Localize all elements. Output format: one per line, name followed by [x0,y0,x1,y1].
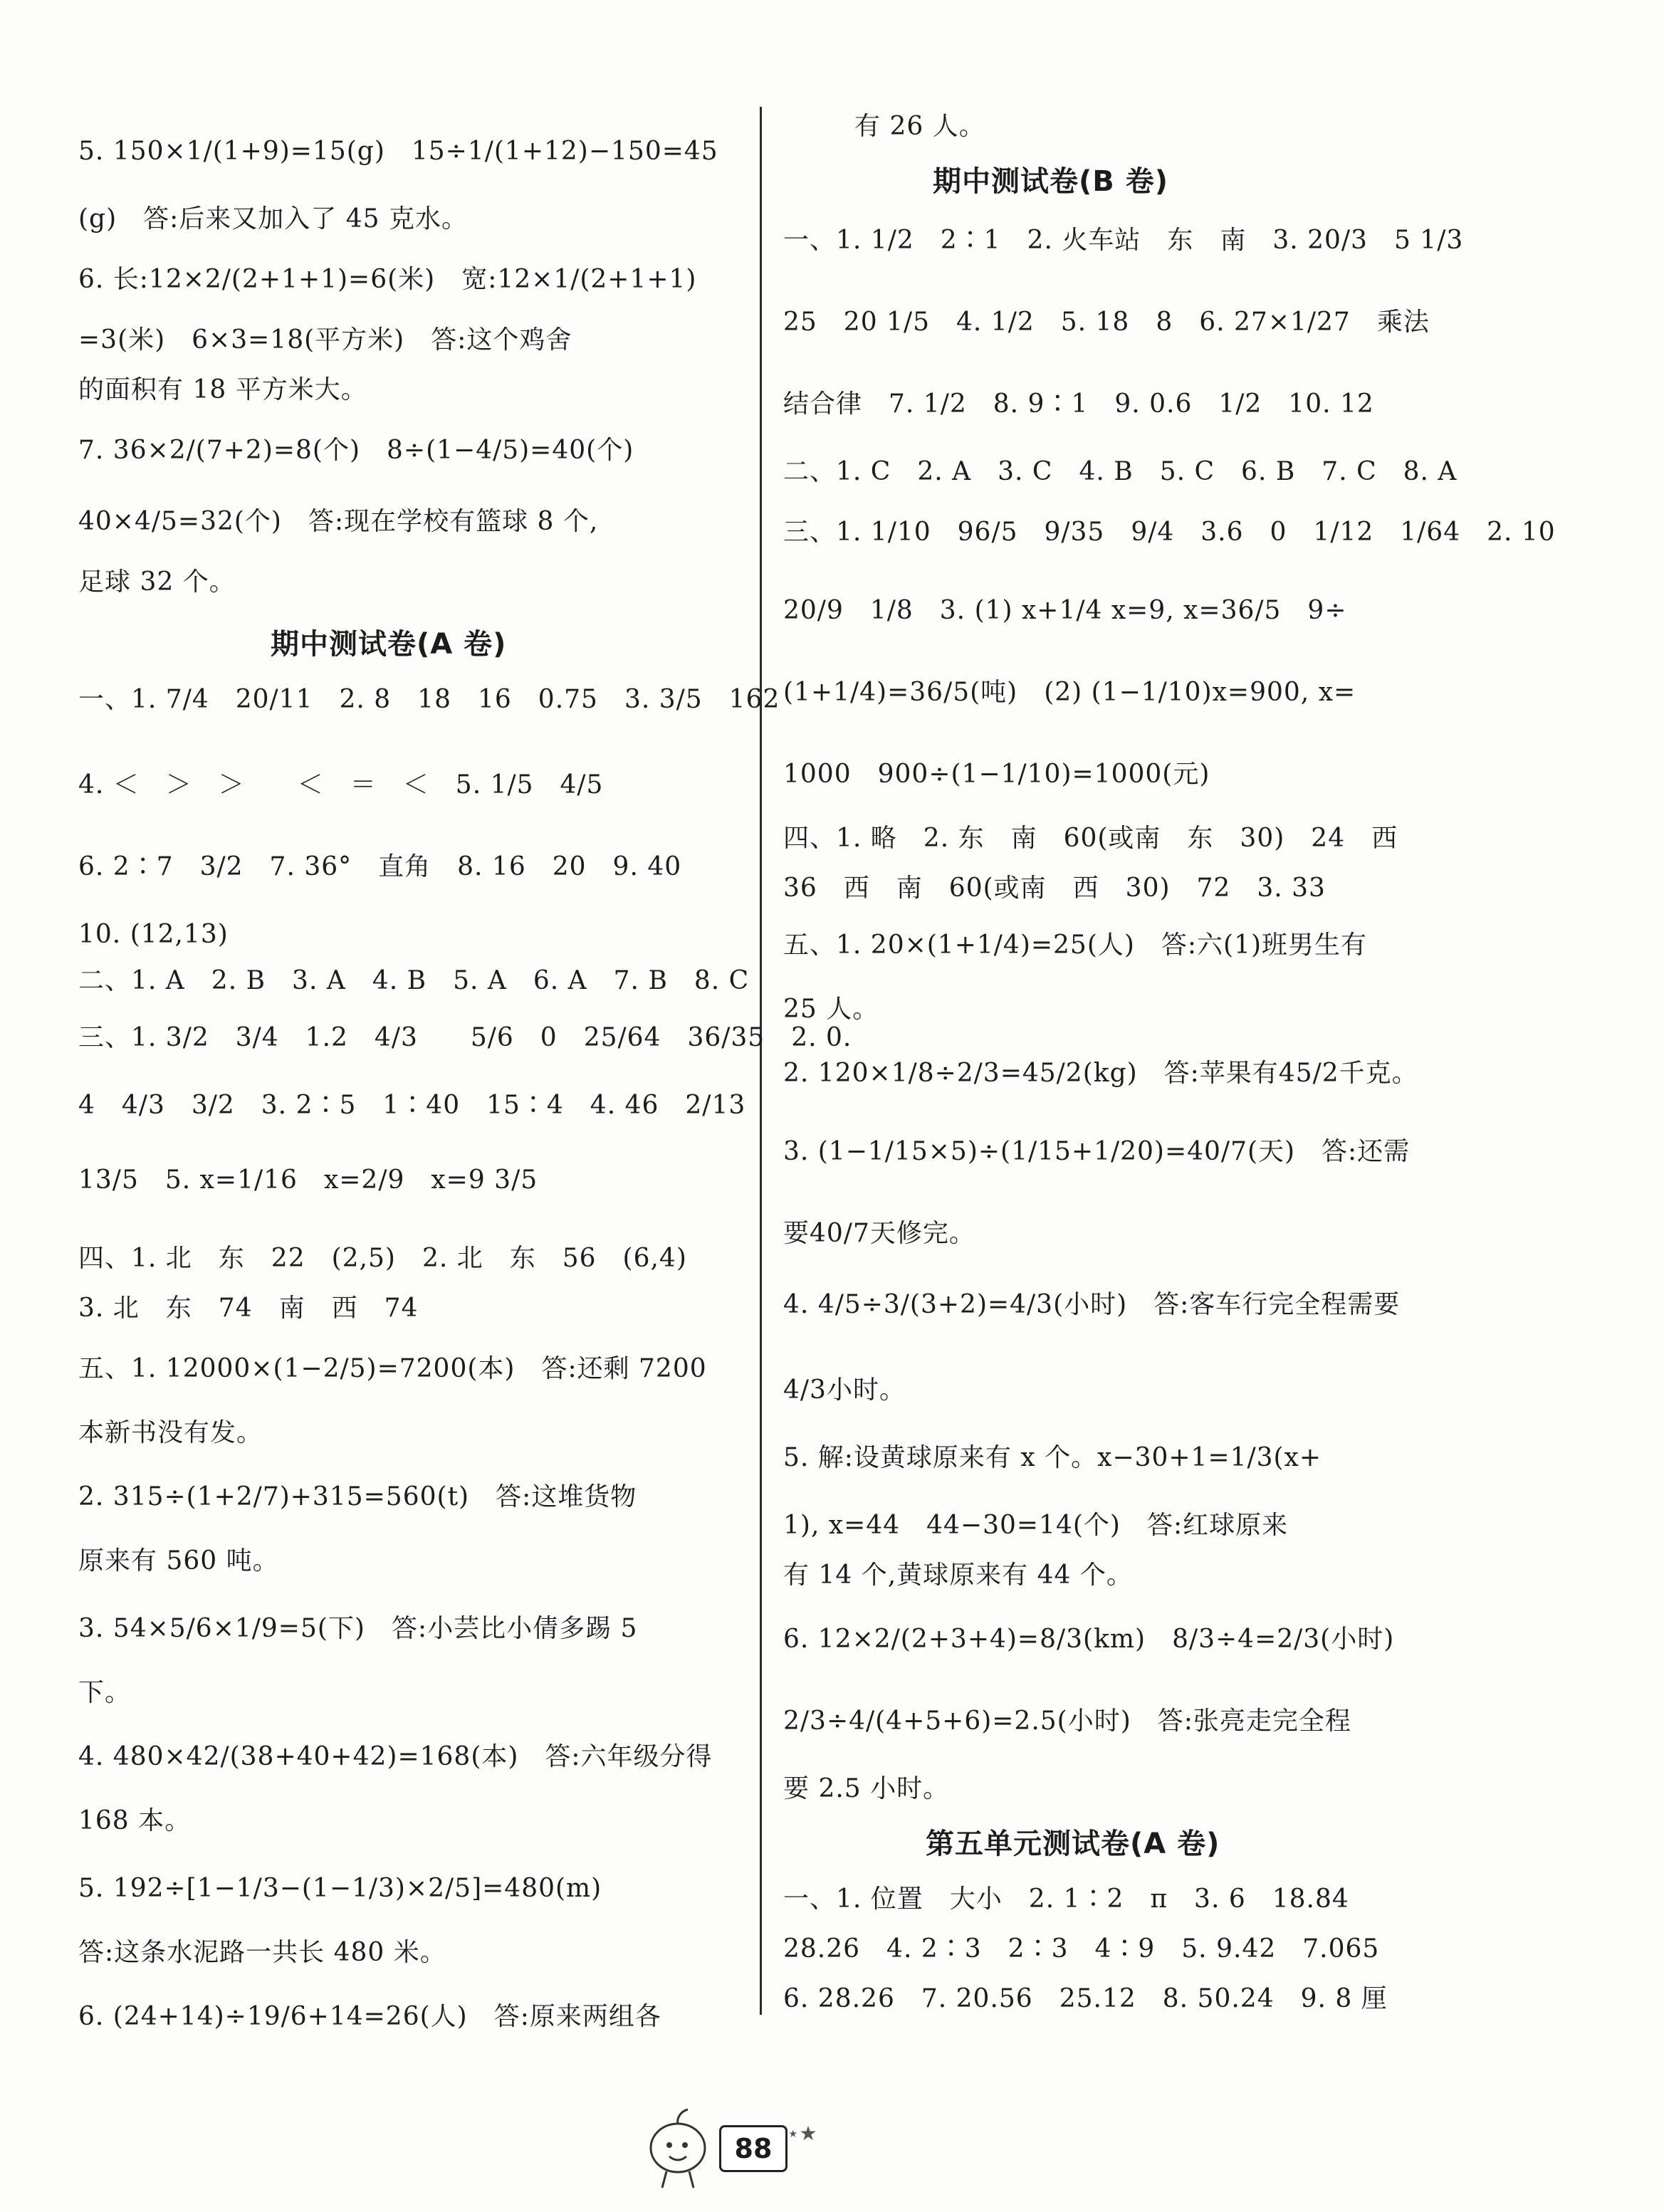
answer-line: 四、1. 北 东 22 (2,5) 2. 北 东 56 (6,4) [78,1244,687,1273]
answer-line: 二、1. C 2. A 3. C 4. B 5. C 6. B 7. C 8. A [783,457,1458,486]
answer-line: 6. (24+14)÷19/6+14=26(人) 答:原来两组各 [78,2002,661,2031]
answer-line: 6. 长:12×2/(2+1+1)=6(米) 宽:12×1/(2+1+1) [78,265,697,294]
section-heading: 第五单元测试卷(A 卷) [926,1828,1220,1860]
answer-line: 28.26 4. 2∶3 2∶3 4∶9 5. 9.42 7.065 [783,1934,1380,1964]
section-heading: 期中测试卷(B 卷) [933,165,1168,198]
answer-line: 2. 120×1/8÷2/3=45/2(kg) 答:苹果有45/2千克。 [783,1059,1418,1088]
answer-line: 五、1. 12000×(1−2/5)=7200(本) 答:还剩 7200 [78,1354,707,1383]
answer-line: 13/5 5. x=1/16 x=2/9 x=9 3/5 [78,1165,538,1195]
answer-line: 三、1. 1/10 96/5 9/35 9/4 3.6 0 1/12 1/64 2. 10 [783,518,1556,547]
apple-mascot-icon [641,2104,719,2196]
star-icon: ⋆★ [787,2122,817,2145]
answer-line: (1+1/4)=36/5(吨) (2) (1−1/10)x=900, x= [783,678,1356,707]
answer-line: 168 本。 [78,1806,192,1835]
answer-line: 二、1. A 2. B 3. A 4. B 5. A 6. A 7. B 8. C [78,966,750,995]
answer-line: 25 人。 [783,995,879,1024]
answer-line: 三、1. 3/2 3/4 1.2 4/3 5/6 0 25/64 36/35 2. 0. [78,1023,852,1052]
answer-line: 1000 900÷(1−1/10)=1000(元) [783,760,1210,789]
answer-line: 有 26 人。 [854,112,985,141]
answer-line: 原来有 560 吨。 [78,1546,279,1576]
answer-line: =3(米) 6×3=18(平方米) 答:这个鸡舍 [78,325,572,355]
answer-line: 4. 480×42/(38+40+42)=168(本) 答:六年级分得 [78,1742,713,1771]
answer-line: 1), x=44 44−30=14(个) 答:红球原来 [783,1511,1289,1540]
answer-line: 3. 北 东 74 南 西 74 [78,1294,419,1323]
section-heading: 期中测试卷(A 卷) [271,628,507,661]
answer-line: 36 西 南 60(或南 西 30) 72 3. 33 [783,874,1326,903]
answer-line: 本新书没有发。 [78,1418,263,1447]
answer-line: 2/3÷4/(4+5+6)=2.5(小时) 答:张亮走完全程 [783,1707,1351,1736]
answer-line: 7. 36×2/(7+2)=8(个) 8÷(1−4/5)=40(个) [78,436,634,465]
answer-line: 5. 192÷[1−1/3−(1−1/3)×2/5]=480(m) [78,1874,602,1903]
answer-line: 5. 150×1/(1+9)=15(g) 15÷1/(1+12)−150=45 [78,137,718,166]
answer-line: 6. 2∶7 3/2 7. 36° 直角 8. 16 20 9. 40 [78,852,682,881]
answer-line: 的面积有 18 平方米大。 [78,375,367,404]
answer-line: 6. 28.26 7. 20.56 25.12 8. 50.24 9. 8 厘 [783,1984,1388,2013]
answer-line: 五、1. 20×(1+1/4)=25(人) 答:六(1)班男生有 [783,931,1368,960]
answer-line: 4. 4/5÷3/(3+2)=4/3(小时) 答:客车行完全程需要 [783,1290,1401,1319]
answer-line: 要 2.5 小时。 [783,1774,950,1803]
answer-line: 足球 32 个。 [78,567,236,597]
answer-line: 2. 315÷(1+2/7)+315=560(t) 答:这堆货物 [78,1482,637,1511]
answer-line: 结合律 7. 1/2 8. 9∶1 9. 0.6 1/2 10. 12 [783,389,1374,419]
answer-line: (g) 答:后来又加入了 45 克水。 [78,204,468,234]
page-number: 88 [719,2125,787,2172]
answer-line: 10. (12,13) [78,920,229,949]
answer-line: 有 14 个,黄球原来有 44 个。 [783,1561,1133,1590]
answer-line: 一、1. 7/4 20/11 2. 8 18 16 0.75 3. 3/5 162 [78,685,780,714]
answer-line: 40×4/5=32(个) 答:现在学校有篮球 8 个, [78,507,599,536]
answer-line: 一、1. 位置 大小 2. 1∶2 π 3. 6 18.84 [783,1885,1349,1914]
answer-line: 5. 解:设黄球原来有 x 个。x−30+1=1/3(x+ [783,1443,1322,1472]
answer-line: 3. (1−1/15×5)÷(1/15+1/20)=40/7(天) 答:还需 [783,1137,1411,1166]
answer-line: 20/9 1/8 3. (1) x+1/4 x=9, x=36/5 9÷ [783,596,1347,625]
column-divider [760,107,762,2015]
answer-line: 4 4/3 3/2 3. 2∶5 1∶40 15∶4 4. 46 2/13 [78,1091,746,1120]
answer-line: 4/3小时。 [783,1375,906,1405]
answer-line: 要40/7天修完。 [783,1219,975,1248]
answer-line: 答:这条水泥路一共长 480 米。 [78,1938,446,1967]
answer-line: 6. 12×2/(2+3+4)=8/3(km) 8/3÷4=2/3(小时) [783,1625,1395,1654]
answer-line: 3. 54×5/6×1/9=5(下) 答:小芸比小倩多踢 5 [78,1614,638,1643]
answer-line: 25 20 1/5 4. 1/2 5. 18 8 6. 27×1/27 乘法 [783,308,1430,337]
answer-line: 一、1. 1/2 2∶1 2. 火车站 东 南 3. 20/3 5 1/3 [783,226,1464,255]
answer-line: 4. ＜ ＞ ＞ ＜ ＝ ＜ 5. 1/5 4/5 [78,770,604,800]
answer-line: 四、1. 略 2. 东 南 60(或南 东 30) 24 西 [783,824,1398,853]
answer-line: 下。 [78,1678,132,1707]
